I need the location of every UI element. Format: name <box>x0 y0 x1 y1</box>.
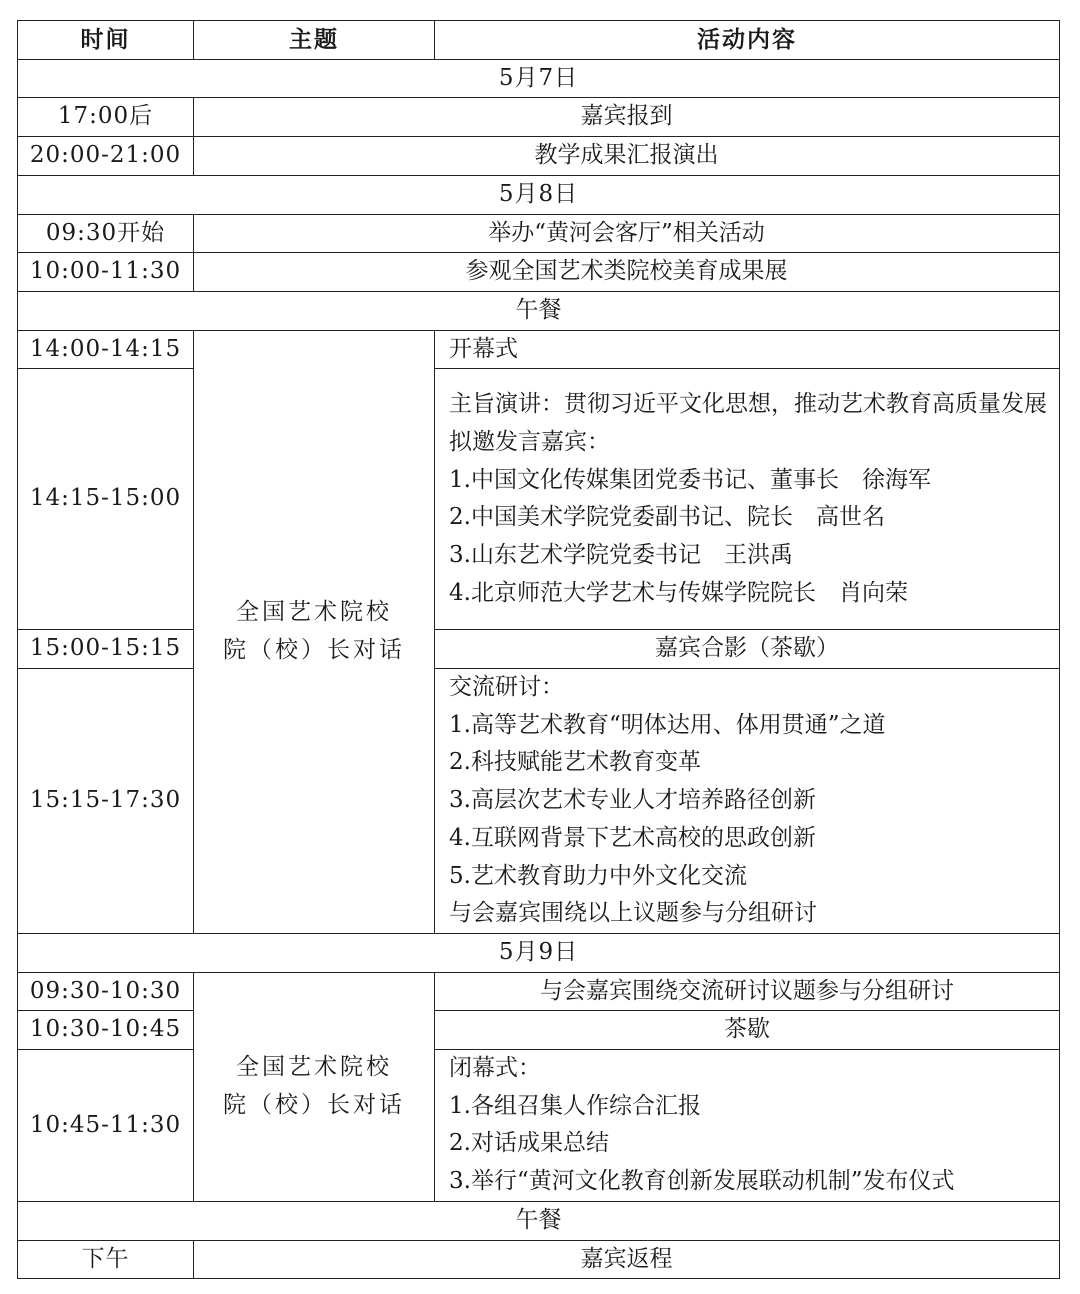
content-cell: 开幕式 <box>435 330 1060 369</box>
theme-line: 院（校）长对话 <box>223 1091 405 1118</box>
time-cell: 09:30-10:30 <box>18 972 194 1011</box>
content-cell: 与会嘉宾围绕交流研讨议题参与分组研讨 <box>435 972 1060 1011</box>
table-row <box>18 630 1060 669</box>
table-header-row <box>18 21 1060 60</box>
content-line: 3.高层次艺术专业人才培养路径创新 <box>449 787 816 814</box>
theme-cell <box>194 972 435 1201</box>
table-row <box>18 330 1060 369</box>
content-cell: 教学成果汇报演出 <box>194 137 1060 176</box>
table-row <box>18 669 1060 934</box>
content-line: 3.举行“黄河文化教育创新发展联动机制”发布仪式 <box>449 1168 955 1195</box>
header-content: 活动内容 <box>435 21 1060 60</box>
day-date: 5月8日 <box>18 175 1060 214</box>
content-cell: 嘉宾报到 <box>194 98 1060 137</box>
theme-line: 全国艺术院校 <box>236 599 392 626</box>
content-line: 2.对话成果总结 <box>449 1130 609 1157</box>
time-cell: 15:00-15:15 <box>18 630 194 669</box>
lunch-cell: 午餐 <box>18 1201 1060 1240</box>
content-cell: 茶歇 <box>435 1011 1060 1050</box>
time-cell: 20:00-21:00 <box>18 137 194 176</box>
content-cell: 举办“黄河会客厅”相关活动 <box>194 214 1060 253</box>
day-row <box>18 933 1060 972</box>
time-cell: 17:00后 <box>18 98 194 137</box>
time-cell: 09:30开始 <box>18 214 194 253</box>
day-row <box>18 175 1060 214</box>
content-line: 4.互联网背景下艺术高校的思政创新 <box>449 824 816 851</box>
content-cell <box>435 369 1060 630</box>
table-row <box>18 98 1060 137</box>
content-line: 5.艺术教育助力中外文化交流 <box>449 862 747 889</box>
content-line: 3.山东艺术学院党委书记 王洪禹 <box>449 542 793 569</box>
content-line: 1.高等艺术教育“明体达用、体用贯通”之道 <box>449 711 886 738</box>
time-cell: 10:00-11:30 <box>18 253 194 292</box>
table-row <box>18 972 1060 1011</box>
day-date: 5月7日 <box>18 59 1060 98</box>
time-cell: 10:45-11:30 <box>18 1050 194 1202</box>
content-line: 与会嘉宾围绕以上议题参与分组研讨 <box>449 900 817 927</box>
day-row <box>18 59 1060 98</box>
content-line: 1.各组召集人作综合汇报 <box>449 1092 701 1119</box>
content-cell: 参观全国艺术类院校美育成果展 <box>194 253 1060 292</box>
content-line: 拟邀发言嘉宾： <box>449 428 610 455</box>
time-cell: 下午 <box>18 1240 194 1279</box>
table-row <box>18 1050 1060 1202</box>
time-cell: 15:15-17:30 <box>18 669 194 934</box>
lunch-row <box>18 291 1060 330</box>
content-line: 2.中国美术学院党委副书记、院长 高世名 <box>449 504 885 531</box>
table-row <box>18 369 1060 630</box>
table-row <box>18 1011 1060 1050</box>
time-cell: 10:30-10:45 <box>18 1011 194 1050</box>
schedule-table <box>17 20 1060 1279</box>
table-row <box>18 1240 1060 1279</box>
table-row <box>18 137 1060 176</box>
content-cell <box>435 1050 1060 1202</box>
table-row <box>18 214 1060 253</box>
header-theme: 主题 <box>194 21 435 60</box>
content-line: 闭幕式： <box>449 1055 541 1082</box>
lunch-row <box>18 1201 1060 1240</box>
content-cell: 嘉宾返程 <box>194 1240 1060 1279</box>
content-line: 2.科技赋能艺术教育变革 <box>449 749 701 776</box>
content-line: 主旨演讲：贯彻习近平文化思想，推动艺术教育高质量发展 <box>449 391 1047 418</box>
table-row <box>18 253 1060 292</box>
day-date: 5月9日 <box>18 933 1060 972</box>
time-cell: 14:15-15:00 <box>18 369 194 630</box>
lunch-cell: 午餐 <box>18 291 1060 330</box>
time-cell: 14:00-14:15 <box>18 330 194 369</box>
header-time: 时间 <box>18 21 194 60</box>
content-cell: 嘉宾合影（茶歇） <box>435 630 1060 669</box>
theme-cell <box>194 330 435 933</box>
content-line: 交流研讨： <box>449 674 564 701</box>
theme-line: 院（校）长对话 <box>223 636 405 663</box>
content-line: 4.北京师范大学艺术与传媒学院院长 肖向荣 <box>449 579 908 606</box>
content-line: 1.中国文化传媒集团党委书记、董事长 徐海军 <box>449 466 931 493</box>
content-cell <box>435 669 1060 934</box>
theme-line: 全国艺术院校 <box>236 1054 392 1081</box>
